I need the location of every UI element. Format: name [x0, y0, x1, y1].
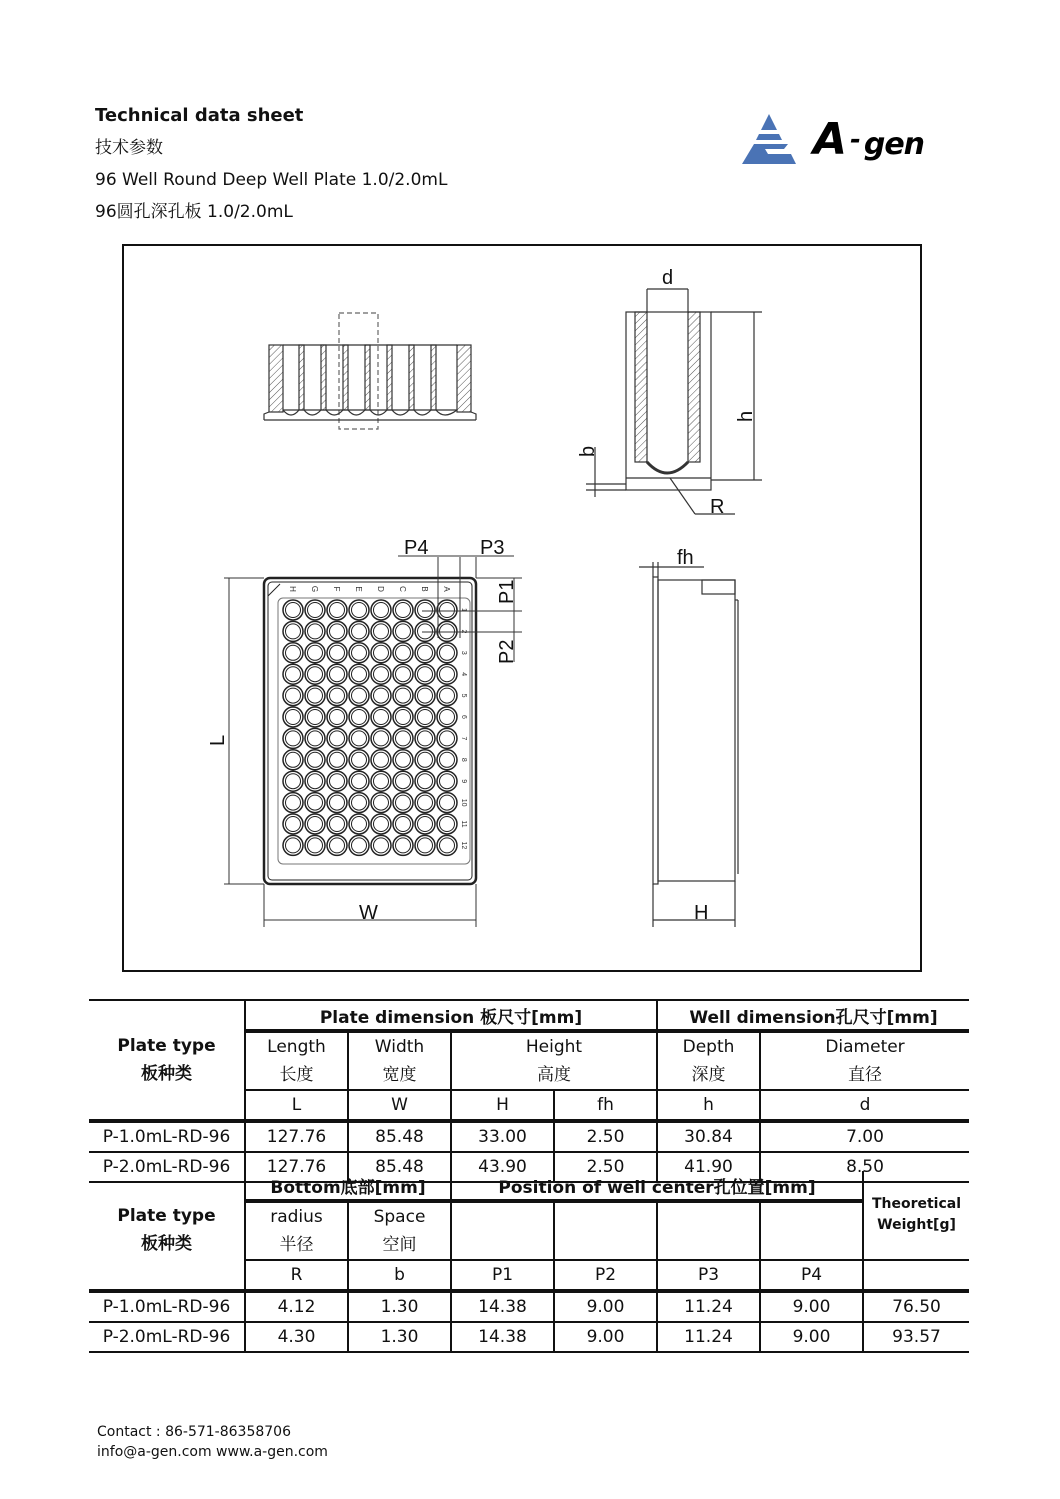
svg-text:4: 4: [460, 672, 467, 677]
triangle-logo-icon: [738, 112, 800, 168]
label-P3: P3: [480, 537, 505, 559]
table-row: P-2.0mL-RD-96 4.30 1.30 14.38 9.00 11.24 9.00 93.57: [89, 1322, 969, 1352]
svg-text:A: A: [442, 586, 451, 592]
bottom-position-table: [89, 1171, 969, 1353]
sym-d: d: [760, 1090, 969, 1121]
label-P4: P4: [404, 537, 429, 559]
plate-dimension-table: [89, 999, 969, 1183]
svg-text:1: 1: [460, 608, 467, 612]
col-space: Space 空间: [348, 1201, 451, 1260]
label-P2: P2: [496, 639, 518, 664]
sym-fh: fh: [554, 1090, 657, 1121]
sym-R: R: [245, 1260, 348, 1291]
col-height: Height 高度: [451, 1031, 657, 1090]
brand-wordmark: A - gen: [813, 114, 925, 165]
sym-P1: P1: [451, 1260, 554, 1291]
label-fh: fh: [677, 547, 694, 569]
contact-web[interactable]: info@a-gen.com www.a-gen.com: [97, 1444, 328, 1460]
col-length: Length 长度: [245, 1031, 348, 1090]
plate-side-view: [639, 562, 738, 927]
document-title-cn: 技术参数: [95, 138, 163, 158]
document-title: Technical data sheet: [95, 105, 304, 126]
svg-text:F: F: [332, 586, 341, 592]
well-cross-section: [586, 289, 762, 514]
svg-text:G: G: [310, 585, 319, 593]
table-row: P-1.0mL-RD-96 127.76 85.48 33.00 2.50 30.84 7.00: [89, 1121, 969, 1152]
label-h: h: [735, 410, 757, 422]
svg-text:E: E: [354, 586, 363, 592]
table-row: P-1.0mL-RD-96 4.12 1.30 14.38 9.00 11.24 9.00 76.50: [89, 1291, 969, 1322]
document-header: [95, 100, 447, 228]
plate-type-header: Plate type 板种类: [89, 1000, 245, 1121]
sym-h: h: [657, 1090, 760, 1121]
table-row: P-2.0mL-RD-96 127.76 85.48 43.90 2.50 41.90 8.50: [89, 1152, 969, 1182]
label-L: L: [207, 734, 229, 746]
label-R: R: [710, 496, 725, 518]
svg-text:C: C: [398, 586, 407, 592]
col-width: Width 宽度: [348, 1031, 451, 1090]
label-d: d: [662, 267, 674, 289]
company-logo: [738, 112, 948, 172]
col-p2-blank: [554, 1201, 657, 1260]
sym-L: L: [245, 1090, 348, 1121]
sym-P3: P3: [657, 1260, 760, 1291]
product-name: 96 Well Round Deep Well Plate 1.0/2.0mL: [95, 170, 448, 190]
contact-phone: Contact : 86-571-86358706: [97, 1424, 291, 1440]
bottom-group: Bottom底部[mm]: [245, 1171, 451, 1201]
svg-text:5: 5: [460, 693, 467, 698]
col-p3-blank: [657, 1201, 760, 1260]
technical-drawing: [122, 244, 922, 972]
sym-W: W: [348, 1090, 451, 1121]
col-diameter: Diameter 直径: [760, 1031, 969, 1090]
col-depth: Depth 深度: [657, 1031, 760, 1090]
svg-text:6: 6: [460, 715, 467, 719]
col-p4-blank: [760, 1201, 863, 1260]
svg-text:12: 12: [460, 841, 467, 850]
label-W: W: [359, 902, 378, 924]
svg-text:7: 7: [460, 736, 467, 741]
contact-footer: [97, 1422, 328, 1462]
col-p1-blank: [451, 1201, 554, 1260]
sym-b: b: [348, 1260, 451, 1291]
position-group: Position of well center孔位置[mm]: [451, 1171, 863, 1201]
col-radius: radius 半径: [245, 1201, 348, 1260]
plate-dimension-group: Plate dimension 板尺寸[mm]: [245, 1000, 657, 1031]
svg-text:2: 2: [460, 629, 467, 634]
product-name-cn: 96圆孔深孔板 1.0/2.0mL: [95, 202, 293, 222]
svg-text:D: D: [376, 586, 385, 592]
theoretical-weight-header: Theoretical Weight[g]: [863, 1171, 969, 1260]
sym-P2: P2: [554, 1260, 657, 1291]
plate-type-header: Plate type 板种类: [89, 1171, 245, 1291]
svg-text:8: 8: [460, 757, 467, 762]
sym-P4: P4: [760, 1260, 863, 1291]
svg-text:B: B: [420, 586, 429, 592]
well-grid: [283, 600, 457, 855]
label-P1: P1: [496, 579, 518, 604]
plate-cross-section: [264, 313, 476, 429]
svg-text:11: 11: [460, 820, 467, 828]
label-b: b: [577, 445, 599, 457]
well-dimension-group: Well dimension孔尺寸[mm]: [657, 1000, 969, 1031]
sym-H: H: [451, 1090, 554, 1121]
svg-text:H: H: [288, 586, 297, 592]
svg-text:3: 3: [460, 650, 467, 655]
svg-text:9: 9: [460, 779, 467, 784]
svg-text:10: 10: [460, 798, 467, 807]
label-H: H: [694, 902, 709, 924]
sym-weight-blank: [863, 1260, 969, 1291]
